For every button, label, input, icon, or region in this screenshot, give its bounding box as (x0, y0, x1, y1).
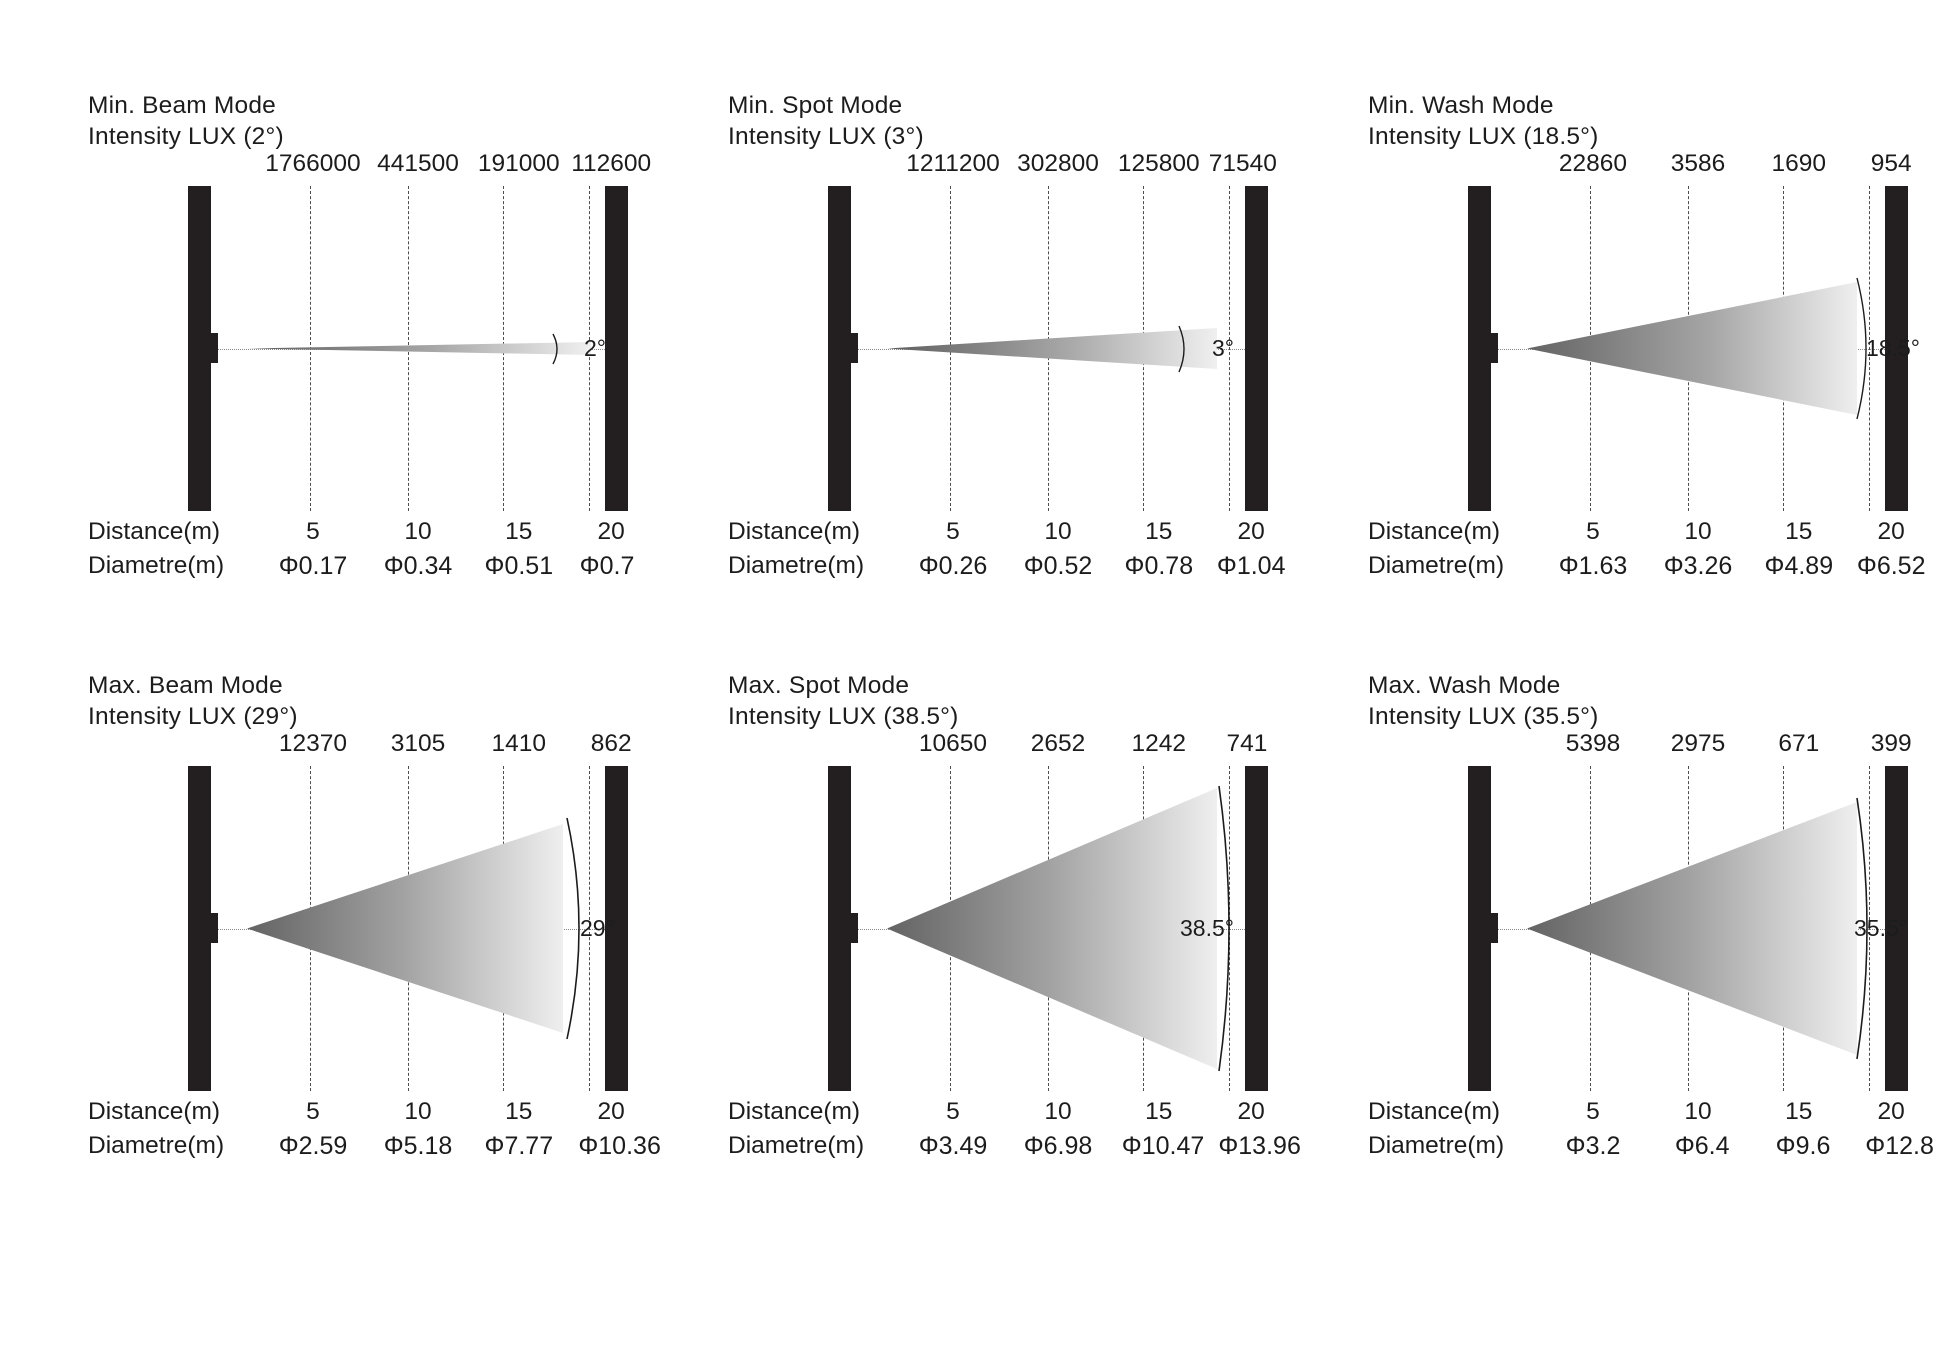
distance-value: 10 (404, 518, 432, 545)
distance-value: 15 (1145, 518, 1173, 545)
right-frame-bar (605, 186, 628, 511)
panel-title: Max. Spot Mode (728, 672, 910, 699)
diameter-value: Φ1.63 (1558, 552, 1628, 580)
intensity-value: 3586 (1670, 150, 1726, 177)
beam-cone (1527, 186, 1885, 511)
panel-subtitle: Intensity LUX (2°) (88, 123, 284, 151)
intensity-value: 22860 (1558, 150, 1628, 177)
panel-min-spot-mode (728, 90, 1328, 650)
diameter-value: Φ9.6 (1775, 1132, 1831, 1160)
beam-cone (1527, 766, 1885, 1091)
fixture-icon (831, 330, 865, 366)
diameter-value: Φ10.47 (1121, 1132, 1205, 1160)
distance-value: 10 (1044, 1098, 1072, 1125)
angle-arc (1173, 323, 1199, 375)
panel-min-wash-mode (1368, 90, 1949, 650)
diameter-value: Φ0.7 (579, 552, 635, 580)
diagram-field (1491, 766, 1885, 1091)
panel-titles (88, 670, 298, 733)
panel-subtitle: Intensity LUX (38.5°) (728, 703, 959, 731)
distance-row-label: Distance(m) (88, 1098, 221, 1125)
intensity-values-row (1488, 150, 1912, 180)
diameter-value: Φ3.2 (1565, 1132, 1621, 1160)
distance-row-label: Distance(m) (728, 518, 861, 545)
panel-title: Max. Beam Mode (88, 672, 283, 699)
intensity-value: 2975 (1670, 730, 1726, 757)
beam-diagram (188, 766, 628, 1091)
diameter-value: Φ10.36 (578, 1132, 661, 1160)
intensity-value: 862 (590, 730, 632, 757)
distance-value: 5 (1586, 518, 1600, 545)
distance-row-label: Distance(m) (1368, 1098, 1501, 1125)
diameter-value: Φ5.18 (383, 1132, 453, 1160)
distance-value: 20 (1237, 518, 1265, 545)
intensity-value: 71540 (1208, 150, 1277, 177)
beam-diagram (188, 186, 628, 511)
fixture-icon (1471, 330, 1505, 366)
panel-subtitle: Intensity LUX (18.5°) (1368, 123, 1599, 151)
fixture-icon (191, 330, 225, 366)
distance-value: 15 (1145, 1098, 1173, 1125)
panel-titles (728, 90, 924, 153)
intensity-value: 12370 (278, 730, 348, 757)
intensity-values-row (848, 730, 1268, 760)
distance-value: 10 (404, 1098, 432, 1125)
intensity-value: 1242 (1131, 730, 1187, 757)
diameter-value: Φ4.89 (1764, 552, 1834, 580)
diameter-value: Φ0.51 (484, 552, 554, 580)
distance-value: 5 (306, 1098, 320, 1125)
distance-value: 10 (1044, 518, 1072, 545)
intensity-values-row (208, 150, 652, 180)
panel-title: Max. Wash Mode (1368, 672, 1561, 699)
diagram-field (851, 186, 1245, 511)
distance-value: 5 (946, 1098, 960, 1125)
diameter-value: Φ12.8 (1865, 1132, 1934, 1160)
distance-value: 20 (1877, 518, 1905, 545)
diameter-value: Φ2.59 (278, 1132, 348, 1160)
distance-row (88, 1098, 628, 1126)
intensity-value: 125800 (1117, 150, 1200, 177)
panel-subtitle: Intensity LUX (35.5°) (1368, 703, 1599, 731)
intensity-value: 2652 (1030, 730, 1086, 757)
distance-value: 5 (946, 518, 960, 545)
angle-label: 2° (584, 334, 606, 361)
diameter-value: Φ7.77 (484, 1132, 554, 1160)
intensity-value: 112600 (571, 150, 652, 177)
intensity-value: 399 (1870, 730, 1912, 757)
intensity-value: 3105 (390, 730, 446, 757)
diameter-row-label: Diametre(m) (728, 552, 865, 579)
beam-diagram (1468, 766, 1908, 1091)
distance-row (88, 518, 628, 546)
diagram-field (211, 186, 605, 511)
diameter-row (728, 1132, 1301, 1162)
distance-row (728, 1098, 1268, 1126)
diameter-row-label: Diametre(m) (1368, 552, 1505, 579)
intensity-value: 10650 (918, 730, 988, 757)
diameter-value: Φ0.26 (918, 552, 988, 580)
diameter-value: Φ0.78 (1124, 552, 1194, 580)
diameter-row-label: Diametre(m) (1368, 1132, 1505, 1159)
intensity-value: 1211200 (906, 150, 1000, 177)
intensity-values-row (848, 150, 1277, 180)
panel-titles (728, 670, 959, 733)
intensity-value: 741 (1226, 730, 1268, 757)
distance-value: 20 (1877, 1098, 1905, 1125)
intensity-value: 1766000 (265, 150, 361, 177)
distance-row-label: Distance(m) (88, 518, 221, 545)
diagram-field (1491, 186, 1885, 511)
intensity-value: 1410 (491, 730, 547, 757)
distance-value: 15 (505, 1098, 533, 1125)
panel-titles (1368, 90, 1599, 153)
diameter-value: Φ6.52 (1856, 552, 1926, 580)
intensity-value: 5398 (1565, 730, 1621, 757)
panel-max-spot-mode (728, 670, 1328, 1230)
diameter-value: Φ13.96 (1218, 1132, 1301, 1160)
intensity-value: 191000 (477, 150, 560, 177)
intensity-values-row (208, 730, 632, 760)
distance-value: 20 (597, 518, 625, 545)
right-frame-bar (1245, 766, 1268, 1091)
fixture-icon (1471, 910, 1505, 946)
distance-value: 15 (1785, 1098, 1813, 1125)
diameter-value: Φ6.4 (1674, 1132, 1730, 1160)
beam-diagram (828, 766, 1268, 1091)
beam-diagram (828, 186, 1268, 511)
angle-label: 18.5° (1866, 334, 1920, 361)
intensity-value: 1690 (1771, 150, 1827, 177)
diameter-value: Φ0.17 (278, 552, 348, 580)
angle-label: 3° (1212, 334, 1234, 361)
diameter-row (88, 1132, 661, 1162)
diameter-row (88, 552, 635, 582)
diagram-field (211, 766, 605, 1091)
angle-label: 38.5° (1180, 914, 1234, 941)
intensity-value: 441500 (377, 150, 459, 177)
intensity-value: 302800 (1017, 150, 1099, 177)
panel-subtitle: Intensity LUX (29°) (88, 703, 298, 731)
diameter-value: Φ0.52 (1023, 552, 1093, 580)
diameter-row-label: Diametre(m) (88, 1132, 225, 1159)
distance-row (1368, 1098, 1908, 1126)
panel-titles (88, 90, 284, 153)
diameter-row-label: Diametre(m) (728, 1132, 865, 1159)
fixture-icon (191, 910, 225, 946)
panel-max-beam-mode (88, 670, 688, 1230)
distance-value: 20 (1237, 1098, 1265, 1125)
distance-value: 15 (505, 518, 533, 545)
panel-titles (1368, 670, 1599, 733)
distance-row-label: Distance(m) (728, 1098, 861, 1125)
angle-label: 29° (580, 914, 615, 941)
intensity-values-row (1488, 730, 1912, 760)
distance-value: 20 (597, 1098, 625, 1125)
distance-row (1368, 518, 1908, 546)
angle-arc (547, 332, 573, 366)
distance-value: 5 (306, 518, 320, 545)
diameter-row (1368, 552, 1926, 582)
distance-row (728, 518, 1268, 546)
diameter-row (1368, 1132, 1934, 1162)
intensity-value: 671 (1778, 730, 1820, 757)
distance-value: 5 (1586, 1098, 1600, 1125)
diameter-value: Φ1.04 (1216, 552, 1286, 580)
distance-row-label: Distance(m) (1368, 518, 1501, 545)
right-frame-bar (1245, 186, 1268, 511)
diameter-value: Φ6.98 (1023, 1132, 1093, 1160)
fixture-icon (831, 910, 865, 946)
angle-label: 35.5° (1854, 914, 1908, 941)
distance-value: 15 (1785, 518, 1813, 545)
panel-title: Min. Spot Mode (728, 92, 903, 119)
diameter-value: Φ3.49 (918, 1132, 988, 1160)
panel-min-beam-mode (88, 90, 688, 650)
beam-cone (247, 766, 605, 1091)
panel-subtitle: Intensity LUX (3°) (728, 123, 924, 151)
intensity-value: 954 (1870, 150, 1912, 177)
distance-value: 10 (1684, 1098, 1712, 1125)
panel-title: Min. Wash Mode (1368, 92, 1554, 119)
distance-value: 10 (1684, 518, 1712, 545)
diameter-row (728, 552, 1286, 582)
beam-diagram (1468, 186, 1920, 511)
panel-max-wash-mode (1368, 670, 1949, 1230)
panel-title: Min. Beam Mode (88, 92, 276, 119)
diameter-row-label: Diametre(m) (88, 552, 225, 579)
diameter-value: Φ0.34 (383, 552, 453, 580)
diameter-value: Φ3.26 (1663, 552, 1733, 580)
